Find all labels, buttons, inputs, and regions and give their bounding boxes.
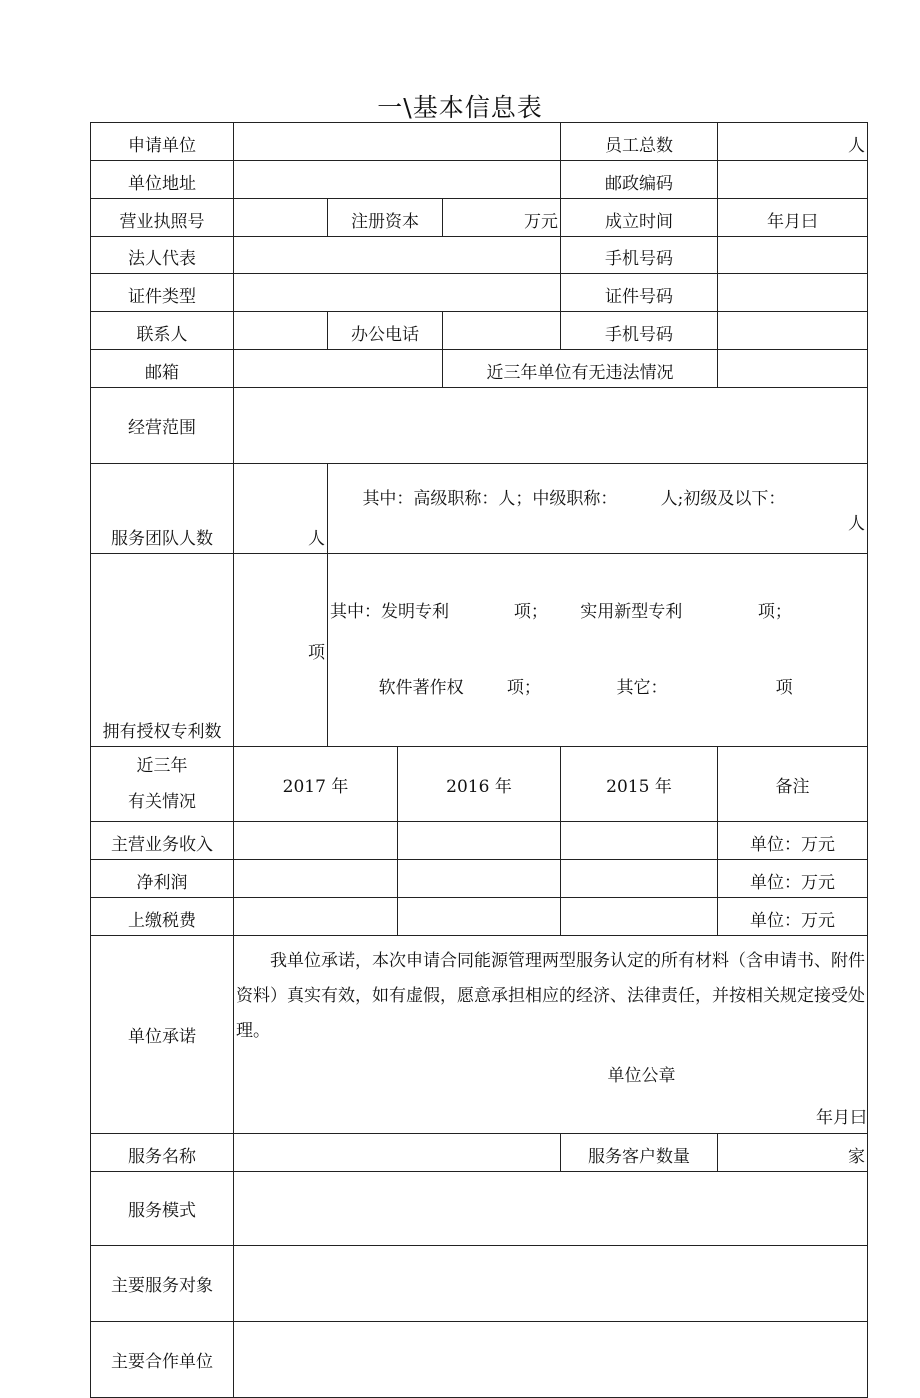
employees-field[interactable] (718, 123, 868, 161)
team-size-label: 服务团队人数 (91, 464, 234, 554)
violations-label: 近三年单位有无违法情况 (443, 350, 718, 388)
commitment-content (234, 936, 868, 1134)
id-type-field[interactable] (234, 274, 561, 312)
team-detail-text: 其中：高级职称：人；中级职称： 人;初级及以下： (362, 489, 786, 509)
id-number-label: 证件号码 (561, 274, 718, 312)
commitment-date: 年月曰 (816, 1108, 867, 1128)
id-type-label: 证件类型 (91, 274, 234, 312)
mobile-label: 手机号码 (561, 237, 718, 274)
team-size-field[interactable] (234, 464, 328, 554)
main-revenue-2017[interactable] (234, 822, 398, 860)
service-mode-field[interactable] (234, 1172, 868, 1246)
team-detail-field[interactable] (328, 464, 868, 554)
service-targets-field[interactable] (234, 1246, 868, 1322)
patents-line2: 软件著作权 项； 其它： 项 (330, 678, 793, 698)
patents-unit: 项 (308, 642, 325, 663)
main-revenue-label: 主营业务收入 (91, 822, 234, 860)
email-label: 邮箱 (91, 350, 234, 388)
service-mode-label: 服务模式 (91, 1172, 234, 1246)
address-field[interactable] (234, 161, 561, 199)
net-profit-unit: 单位：万元 (718, 860, 868, 898)
remark-header: 备注 (718, 747, 868, 822)
partners-label: 主要合作单位 (91, 1322, 234, 1398)
applicant-field[interactable] (234, 123, 561, 161)
patents-detail-field[interactable] (328, 554, 868, 747)
main-revenue-2016[interactable] (398, 822, 561, 860)
mobile2-label: 手机号码 (561, 312, 718, 350)
employees-label: 员工总数 (561, 123, 718, 161)
taxes-label: 上缴税费 (91, 898, 234, 936)
postcode-field[interactable] (718, 161, 868, 199)
client-count-unit: 家 (848, 1147, 865, 1167)
year-2017: 2017 年 (234, 747, 398, 822)
business-scope-field[interactable] (234, 388, 868, 464)
capital-unit: 万元 (524, 212, 558, 232)
taxes-2015[interactable] (561, 898, 718, 936)
year-2015: 2015 年 (561, 747, 718, 822)
commitment-label: 单位承诺 (91, 936, 234, 1134)
office-phone-field[interactable] (443, 312, 561, 350)
recent-line1: 近三年 (136, 756, 188, 776)
founded-label: 成立时间 (561, 199, 718, 237)
company-seal-label: 单位公章 (607, 1066, 676, 1086)
partners-field[interactable] (234, 1322, 868, 1398)
service-name-field[interactable] (234, 1134, 561, 1172)
recent-years-header (91, 747, 234, 822)
client-count-label: 服务客户数量 (561, 1134, 718, 1172)
office-phone-label: 办公电话 (328, 312, 443, 350)
taxes-unit: 单位：万元 (718, 898, 868, 936)
address-label: 单位地址 (91, 161, 234, 199)
service-targets-label: 主要服务对象 (91, 1246, 234, 1322)
taxes-2017[interactable] (234, 898, 398, 936)
net-profit-2016[interactable] (398, 860, 561, 898)
employees-unit: 人 (848, 136, 865, 156)
taxes-2016[interactable] (398, 898, 561, 936)
violations-field[interactable] (718, 350, 868, 388)
capital-label: 注册资本 (328, 199, 443, 237)
email-field[interactable] (234, 350, 443, 388)
page-title: 一\基本信息表 (377, 93, 543, 122)
service-name-label: 服务名称 (91, 1134, 234, 1172)
license-field[interactable] (234, 199, 328, 237)
id-number-field[interactable] (718, 274, 868, 312)
legal-rep-label: 法人代表 (91, 237, 234, 274)
commitment-text: 我单位承诺，本次申请合同能源管理两型服务认定的所有材料（含申请书、附件资料）真实有效，如有虚假，愿意承担相应的经济、法律责任，并按相关规定接受处理。 (236, 951, 865, 1041)
founded-date-placeholder: 年月曰 (767, 212, 818, 232)
client-count-field[interactable] (718, 1134, 868, 1172)
business-scope-label: 经营范围 (91, 388, 234, 464)
main-revenue-unit: 单位：万元 (718, 822, 868, 860)
postcode-label: 邮政编码 (561, 161, 718, 199)
basic-info-table (90, 122, 868, 1398)
team-detail-unit: 人 (848, 514, 865, 534)
mobile2-field[interactable] (718, 312, 868, 350)
net-profit-label: 净利润 (91, 860, 234, 898)
contact-field[interactable] (234, 312, 328, 350)
team-size-unit: 人 (308, 529, 325, 549)
patents-label: 拥有授权专利数 (91, 554, 234, 747)
net-profit-2015[interactable] (561, 860, 718, 898)
patents-total-field[interactable] (234, 554, 328, 747)
mobile-field[interactable] (718, 237, 868, 274)
main-revenue-2015[interactable] (561, 822, 718, 860)
legal-rep-field[interactable] (234, 237, 561, 274)
contact-label: 联系人 (91, 312, 234, 350)
year-2016: 2016 年 (398, 747, 561, 822)
patents-line1: 其中：发明专利 项； 实用新型专利 项； (330, 602, 792, 622)
applicant-label: 申请单位 (91, 123, 234, 161)
founded-field[interactable] (718, 199, 868, 237)
recent-line2: 有关情况 (128, 792, 196, 812)
net-profit-2017[interactable] (234, 860, 398, 898)
capital-field[interactable] (443, 199, 561, 237)
license-label: 营业执照号 (91, 199, 234, 237)
